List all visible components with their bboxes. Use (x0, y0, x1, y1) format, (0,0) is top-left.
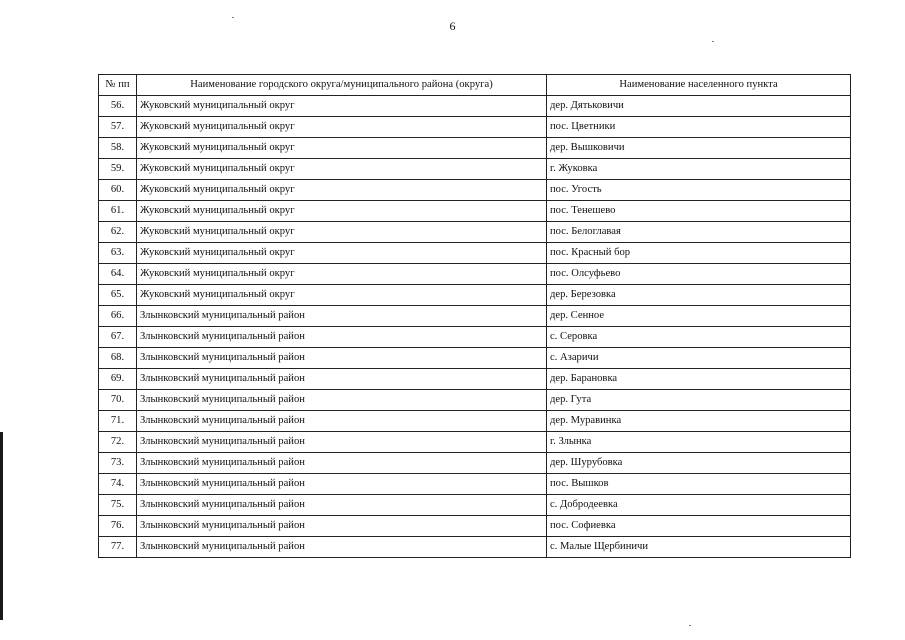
row-num: 72. (99, 432, 137, 453)
row-num: 61. (99, 201, 137, 222)
row-district: Злынковский муниципальный район (137, 411, 547, 432)
table-row (99, 117, 851, 138)
row-settlement: дер. Гута (547, 390, 851, 411)
row-num: 70. (99, 390, 137, 411)
row-num: 69. (99, 369, 137, 390)
table-row (99, 243, 851, 264)
scan-speck (232, 17, 234, 18)
row-num: 56. (99, 96, 137, 117)
row-settlement: пос. Угость (547, 180, 851, 201)
row-settlement: г. Жуковка (547, 159, 851, 180)
row-settlement: с. Добродеевка (547, 495, 851, 516)
row-num: 74. (99, 474, 137, 495)
settlements-table (98, 74, 851, 558)
row-district: Жуковский муниципальный округ (137, 264, 547, 285)
row-district: Жуковский муниципальный округ (137, 117, 547, 138)
table-row (99, 180, 851, 201)
row-district: Жуковский муниципальный округ (137, 243, 547, 264)
row-district: Жуковский муниципальный округ (137, 159, 547, 180)
table-header (99, 75, 851, 96)
table-body (99, 96, 851, 558)
scan-speck (689, 625, 691, 626)
row-settlement: дер. Вышковичи (547, 138, 851, 159)
row-num: 71. (99, 411, 137, 432)
row-settlement: дер. Березовка (547, 285, 851, 306)
header-row (99, 75, 851, 96)
table-row (99, 369, 851, 390)
table-row (99, 327, 851, 348)
row-num: 76. (99, 516, 137, 537)
table-row (99, 495, 851, 516)
row-settlement: г. Злынка (547, 432, 851, 453)
scan-edge-mark (0, 432, 3, 620)
row-num: 75. (99, 495, 137, 516)
header-district: Наименование городского округа/муниципального района (округа) (137, 75, 547, 96)
row-district: Жуковский муниципальный округ (137, 285, 547, 306)
row-settlement: пос. Софиевка (547, 516, 851, 537)
header-num: № пп (99, 75, 137, 96)
row-district: Злынковский муниципальный район (137, 369, 547, 390)
row-district: Жуковский муниципальный округ (137, 180, 547, 201)
table-row (99, 411, 851, 432)
table-row (99, 138, 851, 159)
table-row (99, 537, 851, 558)
row-num: 77. (99, 537, 137, 558)
table-row (99, 96, 851, 117)
row-district: Злынковский муниципальный район (137, 474, 547, 495)
row-num: 68. (99, 348, 137, 369)
row-num: 67. (99, 327, 137, 348)
row-settlement: пос. Олсуфьево (547, 264, 851, 285)
row-settlement: пос. Цветники (547, 117, 851, 138)
row-num: 62. (99, 222, 137, 243)
row-num: 57. (99, 117, 137, 138)
table-row (99, 390, 851, 411)
row-settlement: с. Азаричи (547, 348, 851, 369)
table-row (99, 474, 851, 495)
row-district: Злынковский муниципальный район (137, 390, 547, 411)
table-row (99, 285, 851, 306)
row-settlement: дер. Муравинка (547, 411, 851, 432)
row-num: 58. (99, 138, 137, 159)
row-district: Злынковский муниципальный район (137, 537, 547, 558)
row-district: Злынковский муниципальный район (137, 348, 547, 369)
row-district: Жуковский муниципальный округ (137, 201, 547, 222)
row-district: Злынковский муниципальный район (137, 306, 547, 327)
table-row (99, 516, 851, 537)
row-settlement: дер. Барановка (547, 369, 851, 390)
row-district: Жуковский муниципальный округ (137, 222, 547, 243)
row-district: Злынковский муниципальный район (137, 495, 547, 516)
row-settlement: пос. Тенешево (547, 201, 851, 222)
page-number: 6 (449, 19, 456, 33)
table-row (99, 306, 851, 327)
table-row (99, 453, 851, 474)
row-num: 64. (99, 264, 137, 285)
row-settlement: пос. Вышков (547, 474, 851, 495)
row-settlement: пос. Белоглавая (547, 222, 851, 243)
header-settlement: Наименование населенного пункта (547, 75, 851, 96)
row-district: Злынковский муниципальный район (137, 327, 547, 348)
row-num: 65. (99, 285, 137, 306)
row-district: Жуковский муниципальный округ (137, 138, 547, 159)
row-num: 73. (99, 453, 137, 474)
row-district: Злынковский муниципальный район (137, 453, 547, 474)
row-district: Жуковский муниципальный округ (137, 96, 547, 117)
row-settlement: пос. Красный бор (547, 243, 851, 264)
row-settlement: дер. Сенное (547, 306, 851, 327)
table-row (99, 264, 851, 285)
row-district: Злынковский муниципальный район (137, 516, 547, 537)
table-row (99, 201, 851, 222)
table-row (99, 222, 851, 243)
row-num: 60. (99, 180, 137, 201)
row-settlement: с. Малые Щербиничи (547, 537, 851, 558)
row-settlement: с. Серовка (547, 327, 851, 348)
table-row (99, 159, 851, 180)
table-row (99, 432, 851, 453)
row-num: 66. (99, 306, 137, 327)
row-num: 63. (99, 243, 137, 264)
row-num: 59. (99, 159, 137, 180)
table-row (99, 348, 851, 369)
row-settlement: дер. Дятьковичи (547, 96, 851, 117)
scan-speck (712, 41, 714, 42)
row-district: Злынковский муниципальный район (137, 432, 547, 453)
row-settlement: дер. Шурубовка (547, 453, 851, 474)
